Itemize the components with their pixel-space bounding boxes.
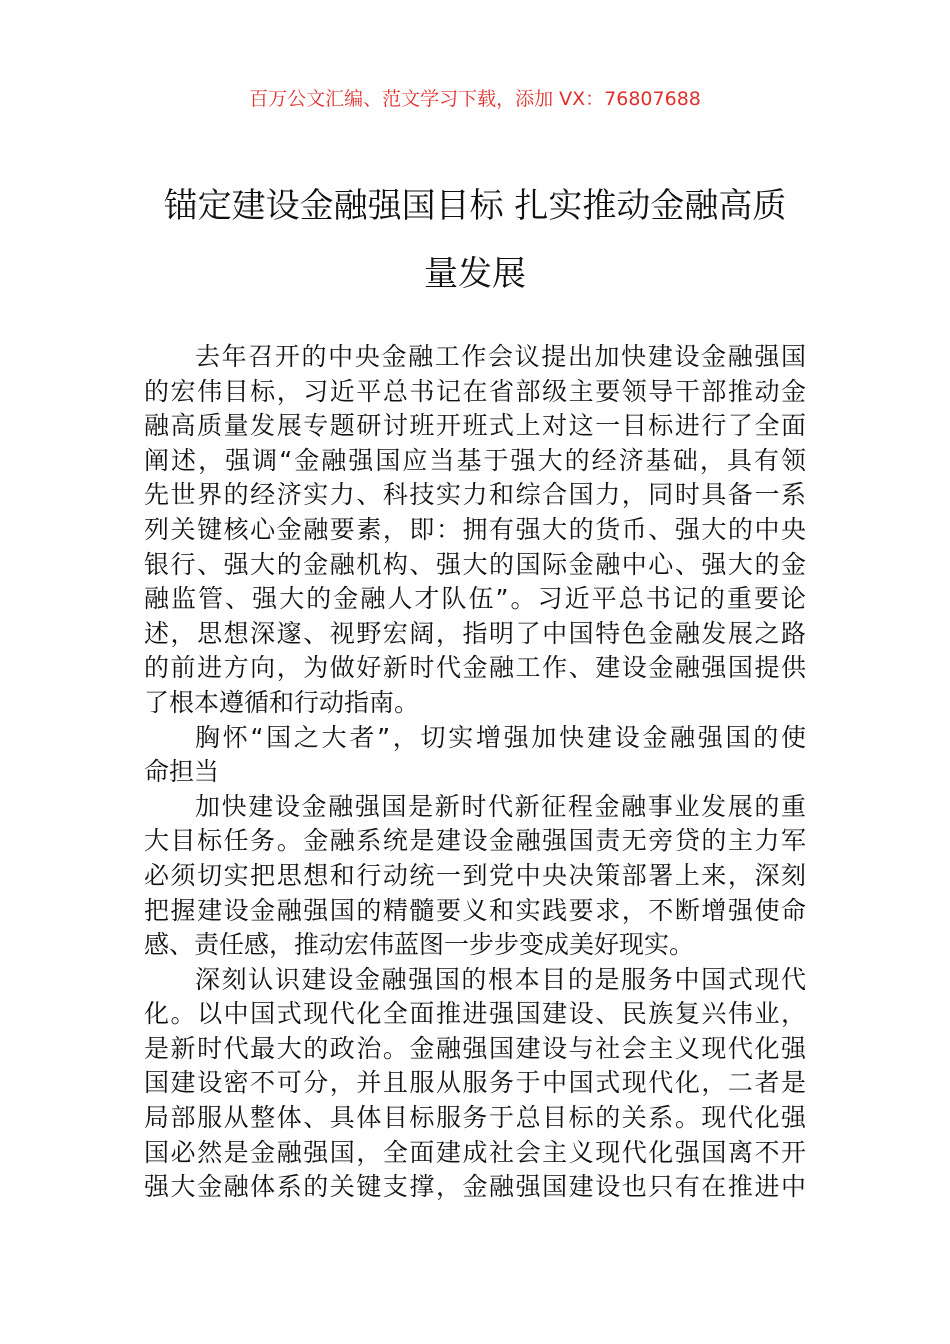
paragraph-line: 必须切实把思想和行动统一到党中央决策部署上来，深刻 bbox=[144, 860, 806, 890]
paragraph-line: 的宏伟目标，习近平总书记在省部级主要领导干部推动金 bbox=[144, 376, 806, 406]
watermark-header: 百万公文汇编、范文学习下载，添加 VX：76807688 bbox=[249, 88, 701, 110]
paragraph-line: 大目标任务。金融系统是建设金融强国责无旁贷的主力军 bbox=[144, 826, 806, 856]
paragraph-line: 述，思想深邃、视野宏阔，指明了中国特色金融发展之路 bbox=[144, 618, 806, 648]
paragraph-line: 强大金融体系的关键支撑，金融强国建设也只有在推进中 bbox=[144, 1172, 806, 1202]
paragraph-line: 是新时代最大的政治。金融强国建设与社会主义现代化强 bbox=[144, 1033, 806, 1063]
document-title-line-2: 量发展 bbox=[424, 254, 526, 294]
paragraph-line: 胸怀“国之大者”，切实增强加快建设金融强国的使 bbox=[195, 722, 806, 752]
paragraph-line: 加快建设金融强国是新时代新征程金融事业发展的重 bbox=[195, 791, 806, 821]
paragraph-line: 银行、强大的金融机构、强大的国际金融中心、强大的金 bbox=[144, 549, 806, 579]
paragraph-line: 的前进方向，为做好新时代金融工作、建设金融强国提供 bbox=[144, 653, 806, 683]
paragraph-line: 化。以中国式现代化全面推进强国建设、民族复兴伟业， bbox=[144, 999, 806, 1029]
paragraph-line: 把握建设金融强国的精髓要义和实践要求，不断增强使命 bbox=[144, 895, 806, 925]
document-title-line-1: 锚定建设金融强国目标 扎实推动金融高质 bbox=[163, 186, 787, 226]
paragraph-line: 命担当 bbox=[144, 757, 220, 787]
paragraph-line: 先世界的经济实力、科技实力和综合国力，同时具备一系 bbox=[144, 480, 806, 510]
paragraph-line: 融高质量发展专题研讨班开班式上对这一目标进行了全面 bbox=[144, 411, 806, 441]
paragraph-line: 国必然是金融强国，全面建成社会主义现代化强国离不开 bbox=[144, 1137, 806, 1167]
paragraph-line: 列关键核心金融要素，即：拥有强大的货币、强大的中央 bbox=[144, 514, 806, 544]
paragraph-line: 去年召开的中央金融工作会议提出加快建设金融强国 bbox=[195, 342, 806, 371]
paragraph-line: 深刻认识建设金融强国的根本目的是服务中国式现代 bbox=[195, 964, 806, 994]
paragraph-line: 融监管、强大的金融人才队伍”。习近平总书记的重要论 bbox=[144, 584, 806, 614]
document-body bbox=[144, 340, 806, 1205]
paragraph-line: 局部服从整体、具体目标服务于总目标的关系。现代化强 bbox=[144, 1103, 806, 1133]
paragraph-line: 阐述，强调“金融强国应当基于强大的经济基础，具有领 bbox=[144, 445, 806, 475]
paragraph-line: 感、责任感，推动宏伟蓝图一步步变成美好现实。 bbox=[144, 930, 695, 960]
paragraph-line: 国建设密不可分，并且服从服务于中国式现代化，二者是 bbox=[144, 1068, 806, 1098]
paragraph-line: 了根本遵循和行动指南。 bbox=[144, 687, 420, 717]
